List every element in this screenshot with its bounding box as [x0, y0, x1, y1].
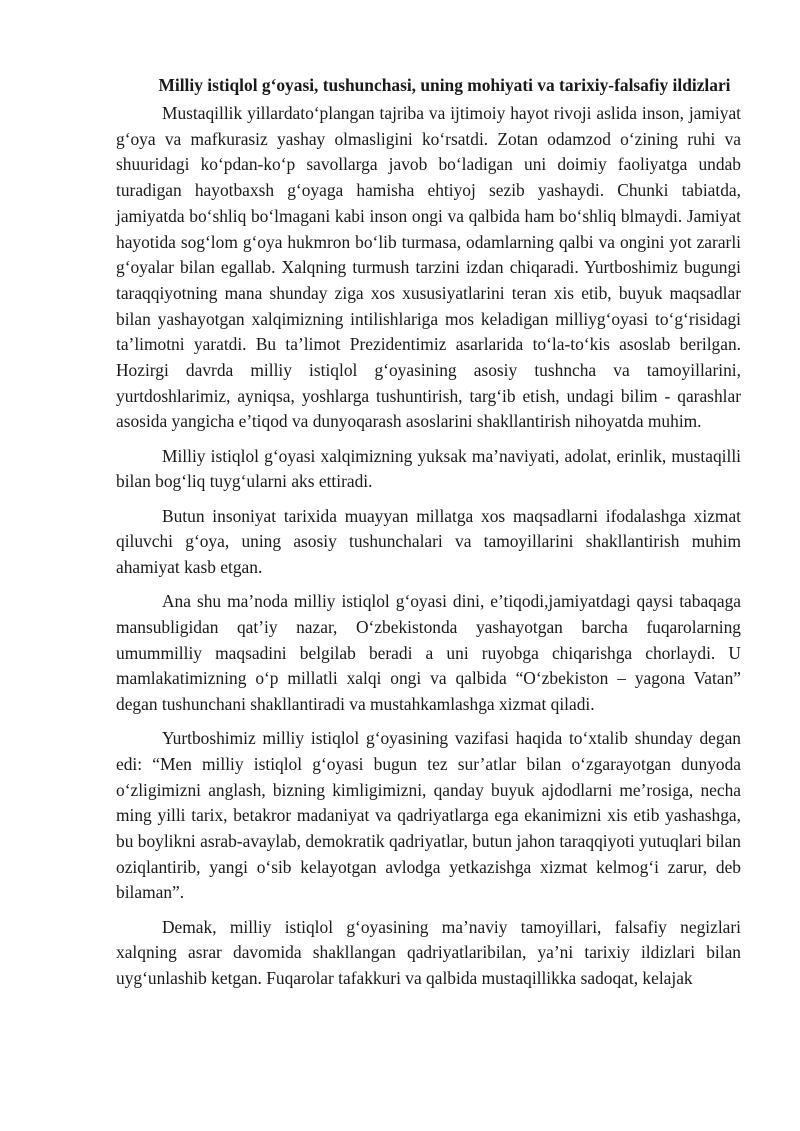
document-title: Milliy istiqlol g‘oyasi, tushunchasi, uning mohiyati va tarixiy-falsafiy ildizlari	[158, 75, 731, 95]
paragraph-3: Butun insoniyat tarixida muayyan millatga xos maqsadlarni ifodalashga xizmat qiluvchi g‘oya, uning asosiy tushunchalari va tamoyillarini shakllantirish muhim ahamiyat kasb etgan.	[116, 505, 741, 577]
paragraph-4: Ana shu ma’noda milliy istiqlol g‘oyasi dini, e’tiqodi,jamiyatdagi qaysi tabaqaga mansubligidan qat’iy nazar, O‘zbekistonda yashayotgan barcha fuqarolarning umummilliy maqsadini belgilab beradi a uni ruyobga chiqarishga chorlaydi. U mamlakatimizning o‘p millatli xalqi ongi va qalbida “O‘zbekiston – yagona Vatan” degan tushunchani shakllantiradi va mustahkamlashga xizmat qiladi.	[116, 591, 741, 714]
paragraph-5: Yurtboshimiz milliy istiqlol g‘oyasining vazifasi haqida to‘xtalib shunday degan edi: “Men milliy istiqlol g‘oyasi bugun tez sur’atlar bilan o‘zgarayotgan dunyoda o‘zligimizni anglash, bizning kimligimizni, qanday buyuk ajdodlarni me’rosiga, necha ming yilli tarix, betakror madaniyat va qadriyatlarga ega ekanimizni xis etib yashashga, bu boylikni asrab-avaylab, demokratik qadriyatlar, butun jahon taraqqiyoti yutuqlari bilan oziqlantirib, yangi o‘sib kelayotgan avlodga yetkazishga xizmat kelmog‘i zarur, deb bilaman”.	[116, 728, 741, 903]
paragraph-6: Demak, milliy istiqlol g‘oyasining ma’naviy tamoyillari, falsafiy negizlari xalqning asrar davomida shakllangan qadriyatlaribilan, ya’ni tarixiy ildizlari bilan uyg‘unlashib ketgan. Fuqarolar tafakkuri va qalbida mustaqillikka sadoqat, kelajak	[116, 916, 741, 988]
paragraph-2: Milliy istiqlol g‘oyasi xalqimizning yuksak ma’naviyati, adolat, erinlik, mustaqilli bilan bog‘liq tuyg‘ularni aks ettiradi.	[116, 445, 741, 492]
paragraph-1: Mustaqillik yillardato‘plangan tajriba va ijtimoiy hayot rivoji aslida inson, jamiyat g‘oya va mafkurasiz yashay olmasligini ko‘rsatdi. Zotan odamzod o‘zining ruhi va shuuridagi ko‘pdan-ko‘p savollarga javob bo‘ladigan uni doimiy faoliyatga undab turadigan hayotbaxsh g‘oyaga hamisha ehtiyoj sezib yashaydi. Chunki tabiatda, jamiyatda bo‘shliq bo‘lmagani kabi inson ongi va qalbida ham bo‘shliq blmaydi. Jamiyat hayotida sog‘lom g‘oya hukmron bo‘lib turmasa, odamlarning qalbi va ongini yot zararli g‘oyalar bilan egallab. Xalqning turmush tarzini izdan chiqaradi. Yurtboshimiz bugungi taraqqiyotning mana shunday ziga xos xususiyatlarini teran xis etib, buyuk maqsadlar bilan yashayotgan xalqimizning intilishlariga mos keladigan milliyg‘oyasi to‘g‘risidagi ta’limotni yaratdi. Bu ta’limot Prezidentimiz asarlarida to‘la-to‘kis asoslab berilgan. Hozirgi davrda milliy istiqlol g‘oyasining asosiy tushncha va tamoyillarini, yurtdoshlarimiz, ayniqsa, yoshlarga tushuntirish, targ‘ib etish, undagi bilim - qarashlar asosida yangicha e’tiqod va dunyoqarash asoslarini shakllantirish nihoyatda muhim.	[116, 103, 741, 432]
